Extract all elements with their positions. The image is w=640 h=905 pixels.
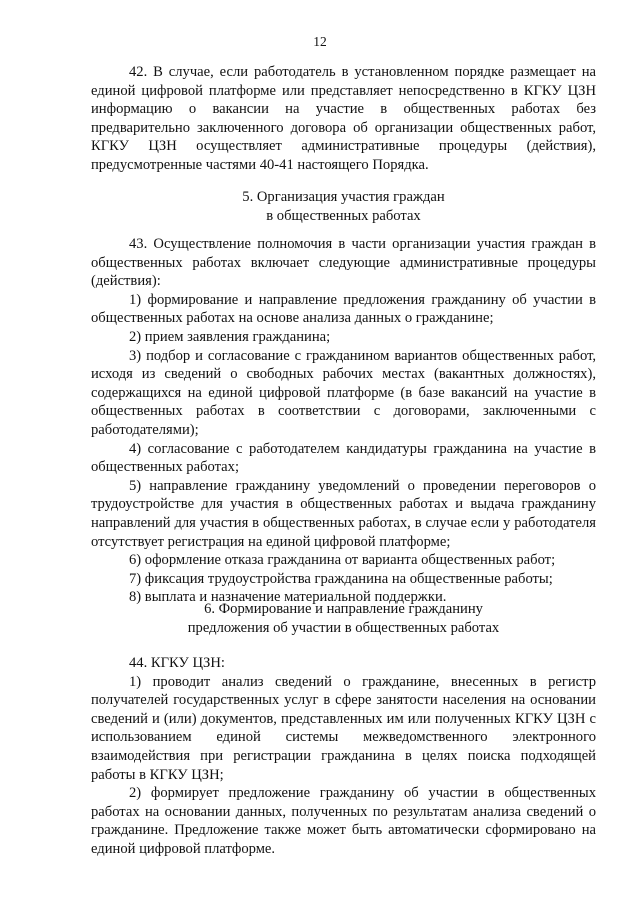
paragraph-44-block	[91, 654, 596, 859]
list-item: 3) подбор и согласование с гражданином вариантов общественных работ, исходя из сведений о свободных рабочих местах (вакантных должностях), содержащихся на единой цифровой платформе (в базе вакансий на участие в общественных работах в соответствии с договорами, заключенными с работодателями);	[91, 347, 596, 438]
paragraph-43-block	[91, 235, 596, 607]
list-item: 4) согласование с работодателем кандидатуры гражданина на участие в общественных работах;	[91, 440, 596, 476]
paragraph-43: 43. Осуществление полномочия в части организации участия граждан в общественных работах включает следующие административные процедуры (действия):	[91, 236, 596, 290]
paragraph-42: 42. В случае, если работодатель в установленном порядке размещает на единой цифровой платформе или представляет непосредственно в КГКУ ЦЗН информацию о вакансии на участие в общественных работах без предварительно заключенного договора об организации общественных работ, КГКУ ЦЗН осуществляет административные процедуры (действия), предусмотренные частями 40-41 настоящего Порядка.	[91, 64, 596, 173]
section-6-heading-line1: 6. Формирование и направление гражданину	[204, 601, 483, 617]
list-item: 1) проводит анализ сведений о гражданине, внесенных в регистр получателей государственных услуг в сфере занятости населения на основании сведений и (или) документов, представленных им или полученных КГКУ ЦЗН с использованием единой системы межведомственного электронного взаимодействия при регистрации гражданина в целях поиска подходящей работы в КГКУ ЦЗН;	[91, 673, 596, 783]
section-5-heading-line1: 5. Организация участия граждан	[242, 189, 445, 205]
section-6-heading	[91, 600, 596, 637]
section-5-heading	[91, 188, 596, 225]
list-item: 2) прием заявления гражданина;	[129, 328, 331, 345]
list-item: 8) выплата и назначение материальной поддержки.	[129, 589, 447, 606]
section-6-heading-line2: предложения об участии в общественных работах	[187, 619, 500, 636]
paragraph-44: 44. КГКУ ЦЗН:	[129, 655, 225, 671]
list-item: 6) оформление отказа гражданина от варианта общественных работ;	[129, 552, 556, 569]
section-5-heading-line2: в общественных работах	[266, 207, 421, 224]
list-item: 5) направление гражданину уведомлений о проведении переговоров о трудоустройстве для участия в общественных работах и выдача гражданину направлений для участия в общественных работах, в случае если у работодателя отсутствует регистрация на единой цифровой платформе;	[91, 477, 596, 550]
page-number: 12	[313, 34, 327, 49]
paragraph-42-block	[91, 63, 596, 175]
list-item: 2) формирует предложение гражданину об участии в общественных работах на основании данных, полученных по результатам анализа сведений о гражданине. Предложение также может быть автоматически сформировано на единой цифровой платформе.	[91, 785, 596, 857]
list-item: 7) фиксация трудоустройства гражданина на общественные работы;	[129, 570, 553, 587]
list-item: 1) формирование и направление предложения гражданину об участии в общественных работах на основе анализа данных о гражданине;	[91, 291, 596, 327]
